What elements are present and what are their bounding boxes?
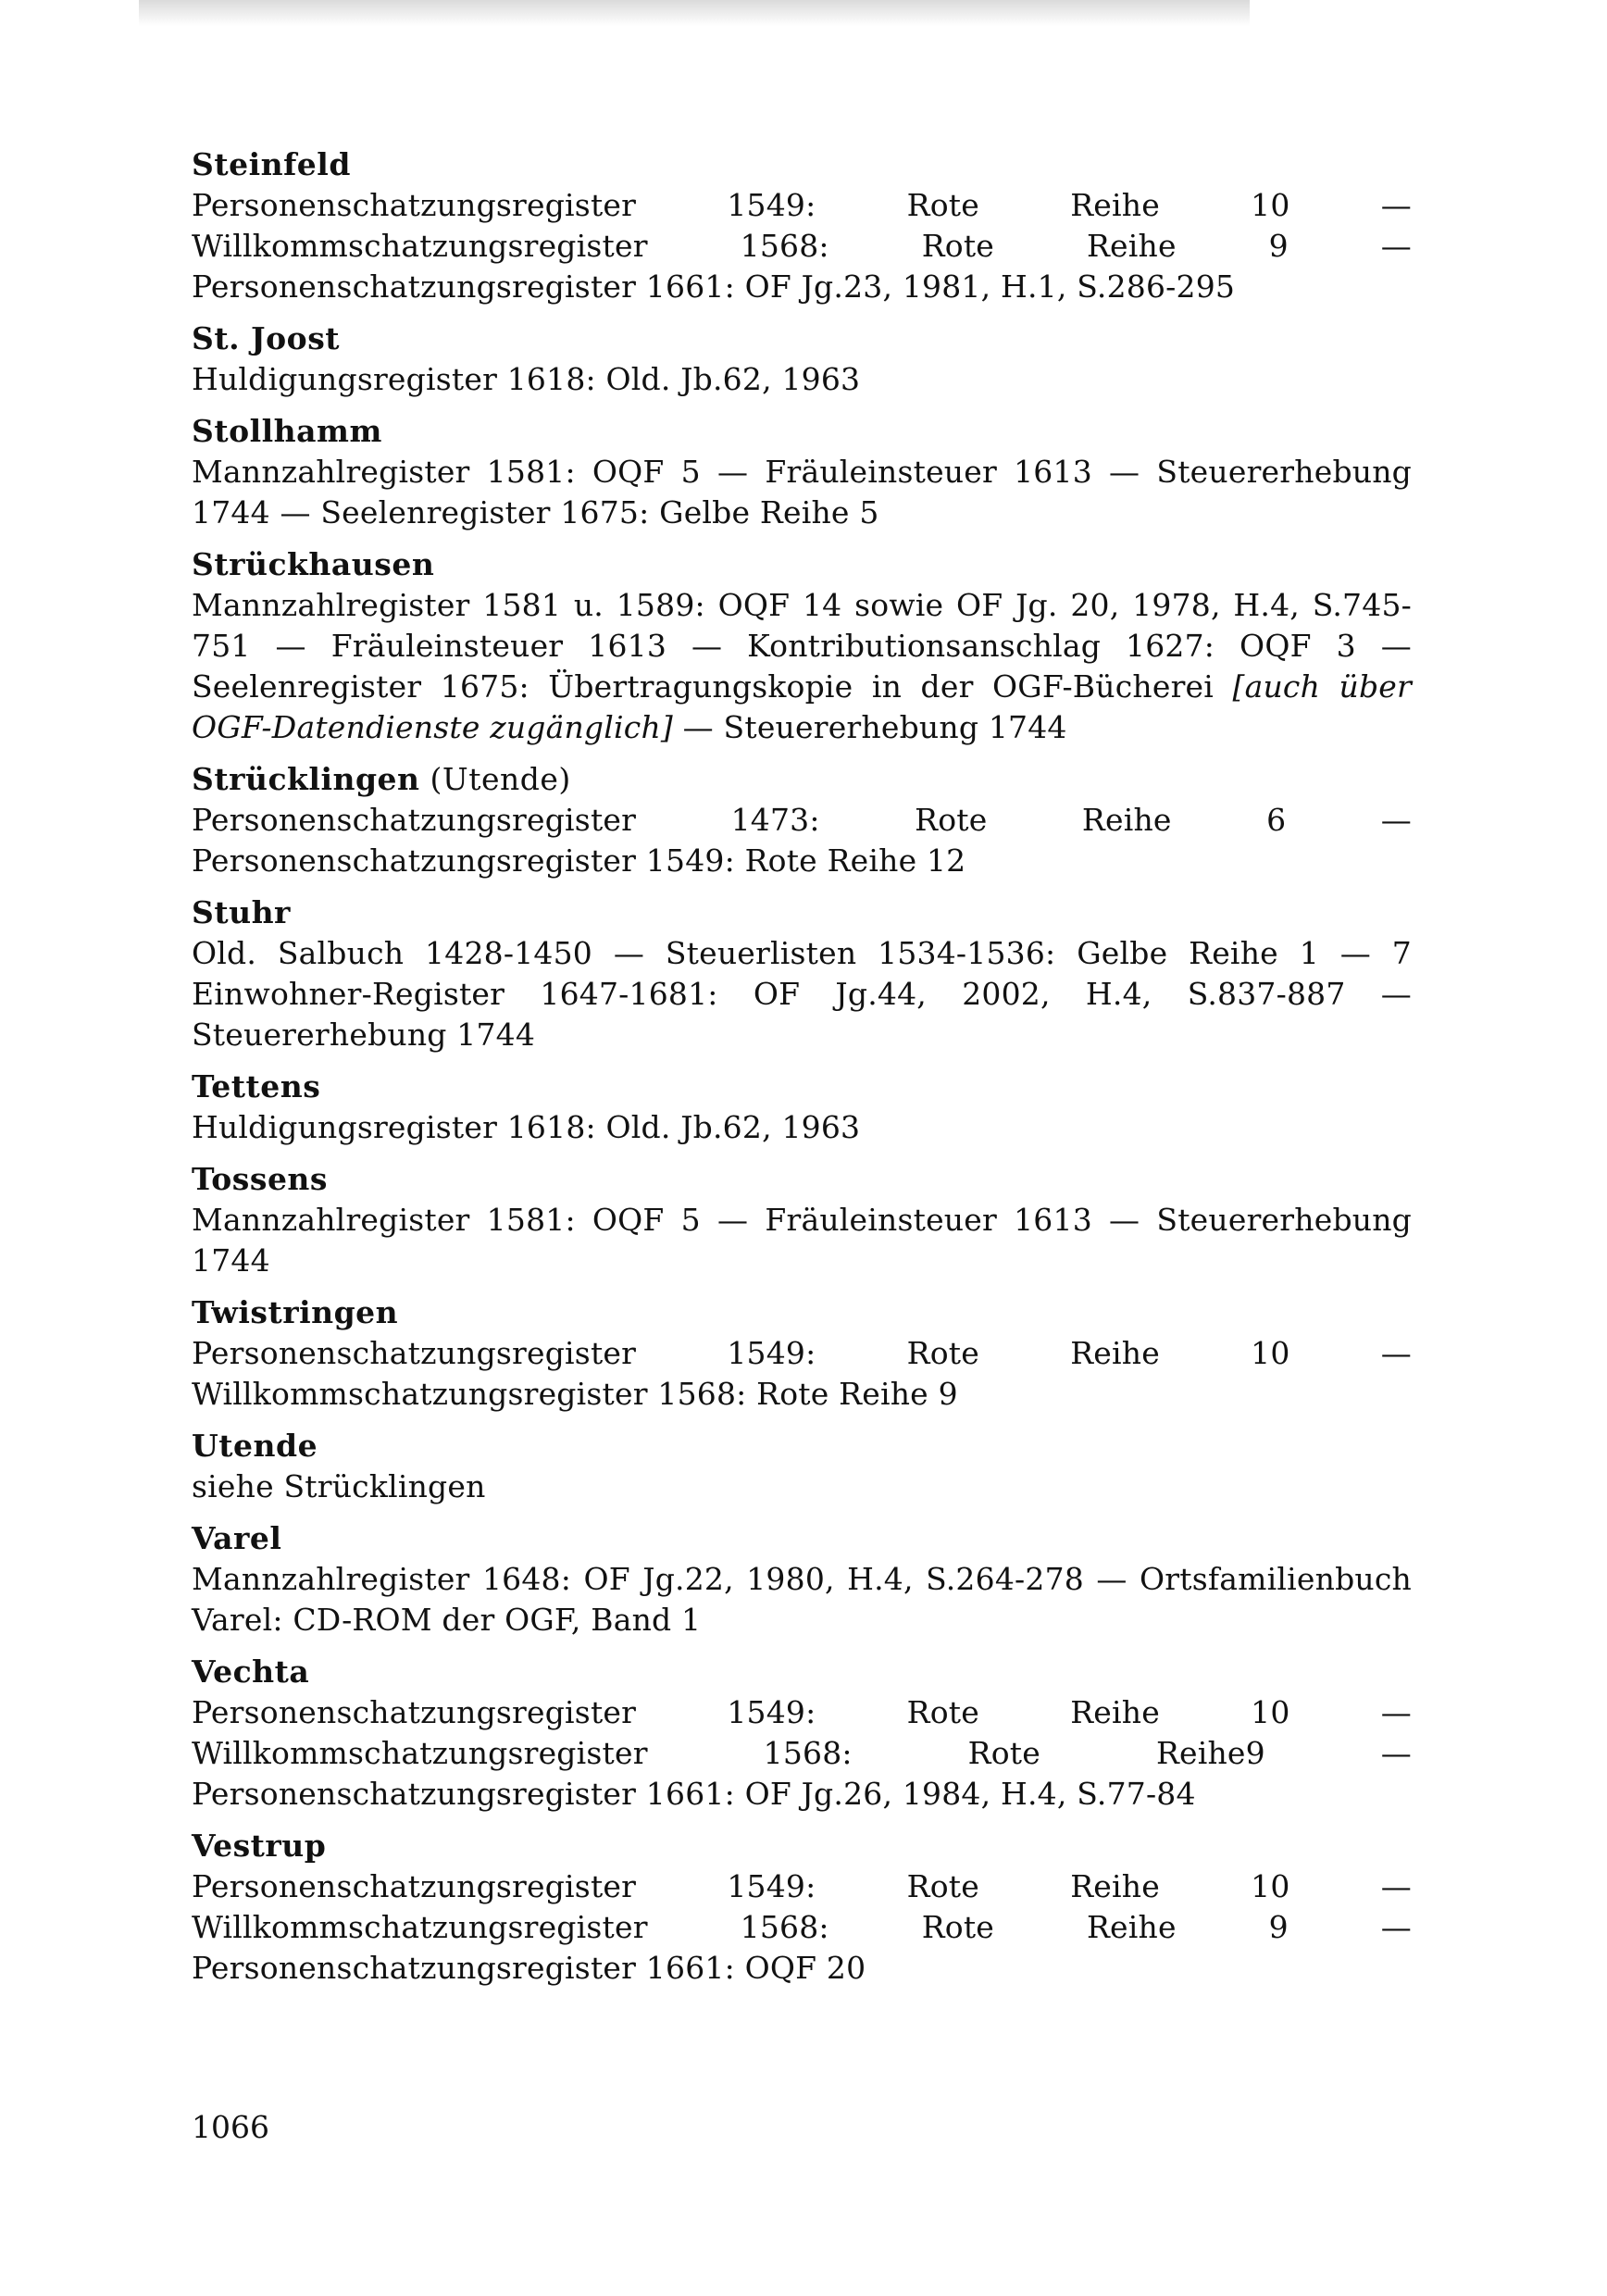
entry-text: Mannzahlregister 1648: OF Jg.22, 1980, H.4, S.264-278 — Ortsfamilienbuch Varel: CD-ROM der OGF, Band 1 <box>192 1561 1412 1638</box>
entry-text: Mannzahlregister 1581: OQF 5 — Fräuleinsteuer 1613 — Steuererhebung 1744 — Seelenregister 1675: Gelbe Reihe 5 <box>192 454 1412 530</box>
entry-heading: Steinfeld <box>192 146 351 182</box>
entry-vechta <box>192 1652 1412 1815</box>
entry-heading: Tossens <box>192 1161 329 1197</box>
entry-st-joost <box>192 318 1412 400</box>
entry-vestrup <box>192 1826 1412 1989</box>
entry-twistringen <box>192 1292 1412 1415</box>
entry-text: Personenschatzungsregister 1549: Rote Reihe 10 — Willkommschatzungsregister 1568: Rote Reihe 9 <box>192 1335 1412 1412</box>
entry-heading-note: (Utende) <box>419 761 571 797</box>
entry-heading <box>192 759 1412 800</box>
entry-text: Personenschatzungsregister 1549: Rote Reihe 10 — Willkommschatzungsregister 1568: Rote Reihe9 — Personenschatzungsregister 1661: OF Jg.26, 1984, H.4, S.77-84 <box>192 1694 1412 1812</box>
entry-heading: Tettens <box>192 1068 321 1104</box>
entry-text-italic: [auch über OGF-Datendienste zugänglich] <box>192 668 1412 745</box>
entry-stollhamm <box>192 411 1412 533</box>
entry-text: Old. Salbuch 1428-1450 — Steuerlisten 1534-1536: Gelbe Reihe 1 — 7 Einwohner-Register 1647-1681: OF Jg.44, 2002, H.4, S.837-887 — Steuererhebung 1744 <box>192 935 1412 1053</box>
entry-heading: Vestrup <box>192 1828 327 1864</box>
entry-heading: Utende <box>192 1428 318 1464</box>
entry-text: Huldigungsregister 1618: Old. Jb.62, 1963 <box>192 1109 861 1145</box>
entry-heading: St. Joost <box>192 320 341 356</box>
entry-heading: Stollhamm <box>192 413 382 449</box>
entry-text: Personenschatzungsregister 1549: Rote Reihe 10 — Willkommschatzungsregister 1568: Rote Reihe 9 — Personenschatzungsregister 1661: OF Jg.23, 1981, H.1, S.286-295 <box>192 187 1412 305</box>
entry-text: Personenschatzungsregister 1473: Rote Reihe 6 — Personenschatzungsregister 1549: Rote Reihe 12 <box>192 802 1412 879</box>
entry-heading: Twistringen <box>192 1294 399 1330</box>
entry-tettens <box>192 1067 1412 1148</box>
entry-text: Personenschatzungsregister 1549: Rote Reihe 10 — Willkommschatzungsregister 1568: Rote Reihe 9 — Personenschatzungsregister 1661: OQF 20 <box>192 1868 1412 1986</box>
entry-struecklingen <box>192 759 1412 881</box>
entry-steinfeld <box>192 144 1412 307</box>
entry-heading: Stuhr <box>192 894 291 930</box>
entry-strueckhausen <box>192 544 1412 748</box>
entry-text: siehe Strücklingen <box>192 1468 486 1504</box>
entry-heading: Strückhausen <box>192 546 435 582</box>
entry-text: Huldigungsregister 1618: Old. Jb.62, 1963 <box>192 361 861 397</box>
entry-text: Mannzahlregister 1581: OQF 5 — Fräuleinsteuer 1613 — Steuererhebung 1744 <box>192 1202 1412 1279</box>
entry-heading: Varel <box>192 1520 282 1556</box>
entry-stuhr <box>192 892 1412 1055</box>
entry-utende <box>192 1426 1412 1507</box>
page-number: 1066 <box>192 2109 269 2145</box>
scan-top-shadow <box>139 0 1250 26</box>
entry-text-after: — Steuererhebung 1744 <box>672 709 1067 745</box>
entry-varel <box>192 1518 1412 1641</box>
entry-tossens <box>192 1159 1412 1281</box>
entry-text-main: Mannzahlregister 1581 u. 1589: OQF 14 sowie OF Jg. 20, 1978, H.4, S.745-751 — Fräuleinsteuer 1613 — Kontributionsanschlag 1627: OQF 3 — Seelenregister 1675: Übertragungskopie in der OGF-Bücherei <box>192 587 1412 705</box>
entry-text <box>192 585 1412 748</box>
entry-heading: Vechta <box>192 1653 310 1690</box>
entry-heading-main: Strücklingen <box>192 761 420 797</box>
register-list <box>192 144 1412 2000</box>
